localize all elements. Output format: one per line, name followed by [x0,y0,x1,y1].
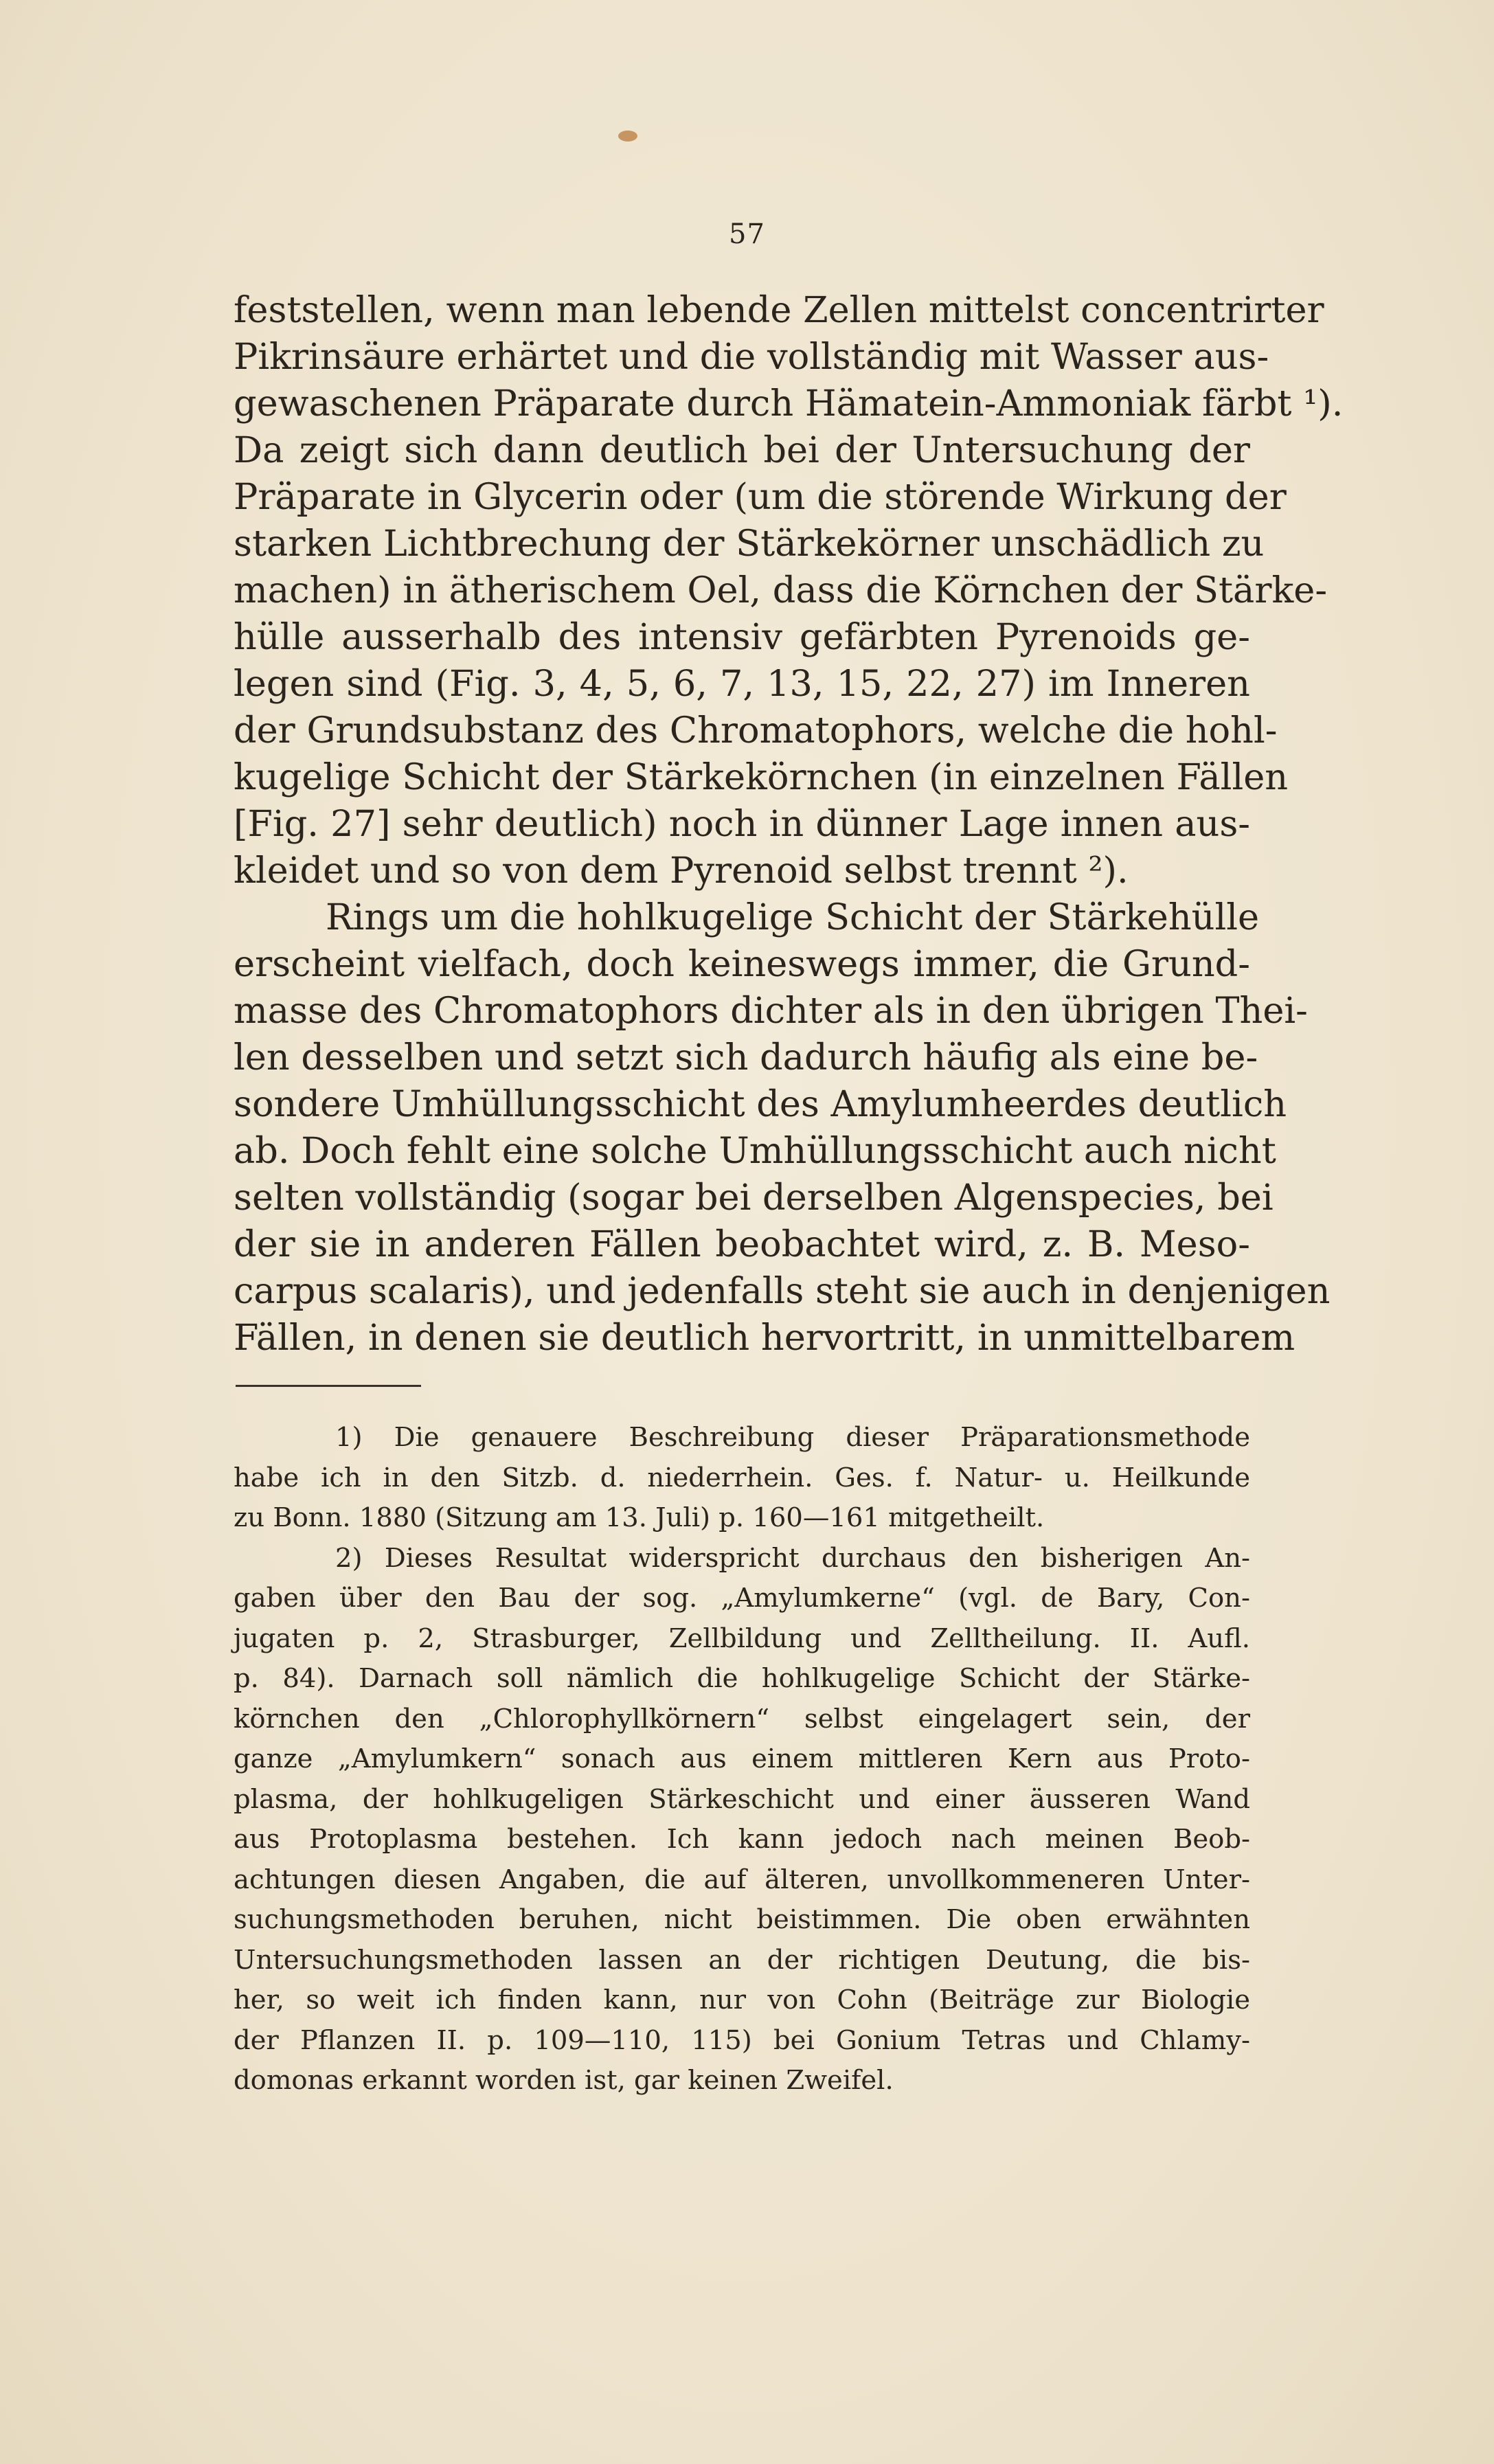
footnote-line: aus Protoplasma bestehen. Ich kann jedoch nach meinen Beob- [234,1824,1250,1855]
body-line: Präparate in Glycerin oder (um die störende Wirkung der [234,476,1287,518]
body-line: Pikrinsäure erhärtet und die vollständig mit Wasser aus- [234,336,1269,378]
footnote-line: der Pflanzen II. p. 109—110, 115) bei Gonium Tetras und Chlamy- [234,2024,1250,2056]
body-line: carpus scalaris), und jedenfalls steht sie auch in denjenigen [234,1270,1331,1312]
body-line: machen) in ätherischem Oel, dass die Körnchen der Stärke- [234,569,1328,611]
body-line: masse des Chromatophors dichter als in den übrigen Thei- [234,990,1308,1032]
footnote-line: 1) Die genauere Beschreibung dieser Präparationsmethode [335,1422,1250,1453]
page-number: 57 [729,218,765,250]
body-line: kugelige Schicht der Stärkekörnchen (in einzelnen Fällen [234,756,1289,798]
footnote-line: Untersuchungsmethoden lassen an der richtigen Deutung, die bis- [234,1944,1250,1976]
body-line: erscheint vielfach, doch keineswegs immer, die Grund- [234,943,1250,985]
body-line: Rings um die hohlkugelige Schicht der Stärkehülle [326,896,1260,938]
body-line: len desselben und setzt sich dadurch häufig als eine be- [234,1037,1258,1078]
footnotes [234,1418,1250,2101]
body-text [234,287,1344,1361]
footnote-line: her, so weit ich finden kann, nur von Cohn (Beiträge zur Biologie [234,1985,1250,2015]
footnote-separator [236,1385,421,1387]
footnote-line: gaben über den Bau der sog. „Amylumkerne“ (vgl. de Bary, Con- [234,1583,1250,1614]
paper-stain [618,131,637,142]
footnote-line: habe ich in den Sitzb. d. niederrhein. Ges. f. Natur- u. Heilkunde [234,1462,1250,1493]
body-line: gewaschenen Präparate durch Hämatein-Ammoniak färbt ¹). [234,383,1344,425]
footnote-line: achtungen diesen Angaben, die auf älteren, unvollkommeneren Unter- [234,1864,1250,1895]
footnote-line: zu Bonn. 1880 (Sitzung am 13. Juli) p. 160—161 mitgetheilt. [234,1502,1045,1533]
footnote-line: plasma, der hohlkugeligen Stärkeschicht und einer äusseren Wand [234,1783,1250,1815]
footnote-line: p. 84). Darnach soll nämlich die hohlkugelige Schicht der Stärke- [234,1663,1250,1694]
footnote-line: ganze „Amylumkern“ sonach aus einem mittleren Kern aus Proto- [234,1743,1250,1774]
body-line: Da zeigt sich dann deutlich bei der Untersuchung der [234,429,1250,471]
body-line: legen sind (Fig. 3, 4, 5, 6, 7, 13, 15, 22, 27) im Inneren [234,663,1250,705]
body-line: selten vollständig (sogar bei derselben Algenspecies, bei [234,1177,1274,1219]
footnote-line: suchungsmethoden beruhen, nicht beistimmen. Die oben erwähnten [234,1904,1250,1935]
body-line: der sie in anderen Fällen beobachtet wird, z. B. Meso- [234,1223,1250,1265]
footnote-line: 2) Dieses Resultat widerspricht durchaus den bisherigen An- [335,1542,1250,1574]
footnote-line: körnchen den „Chlorophyllkörnern“ selbst eingelagert sein, der [234,1703,1250,1734]
body-line: hülle ausserhalb des intensiv gefärbten Pyrenoids ge- [234,616,1250,658]
footnote-line: domonas erkannt worden ist, gar keinen Zweifel. [234,2065,894,2096]
body-line: feststellen, wenn man lebende Zellen mittelst concentrirter [234,289,1324,331]
body-line: ab. Doch fehlt eine solche Umhüllungsschicht auch nicht [234,1130,1276,1172]
body-line: sondere Umhüllungsschicht des Amylumheerdes deutlich [234,1083,1287,1125]
footnote-line: jugaten p. 2, Strasburger, Zellbildung und Zelltheilung. II. Aufl. [234,1623,1250,1654]
body-line: Fällen, in denen sie deutlich hervortritt, in unmittelbarem [234,1317,1295,1359]
body-line: starken Lichtbrechung der Stärkekörner unschädlich zu [234,523,1265,565]
body-line: [Fig. 27] sehr deutlich) noch in dünner Lage innen aus- [234,803,1250,845]
body-line: kleidet und so von dem Pyrenoid selbst trennt ²). [234,850,1129,892]
body-line: der Grundsubstanz des Chromatophors, welche die hohl- [234,710,1278,751]
